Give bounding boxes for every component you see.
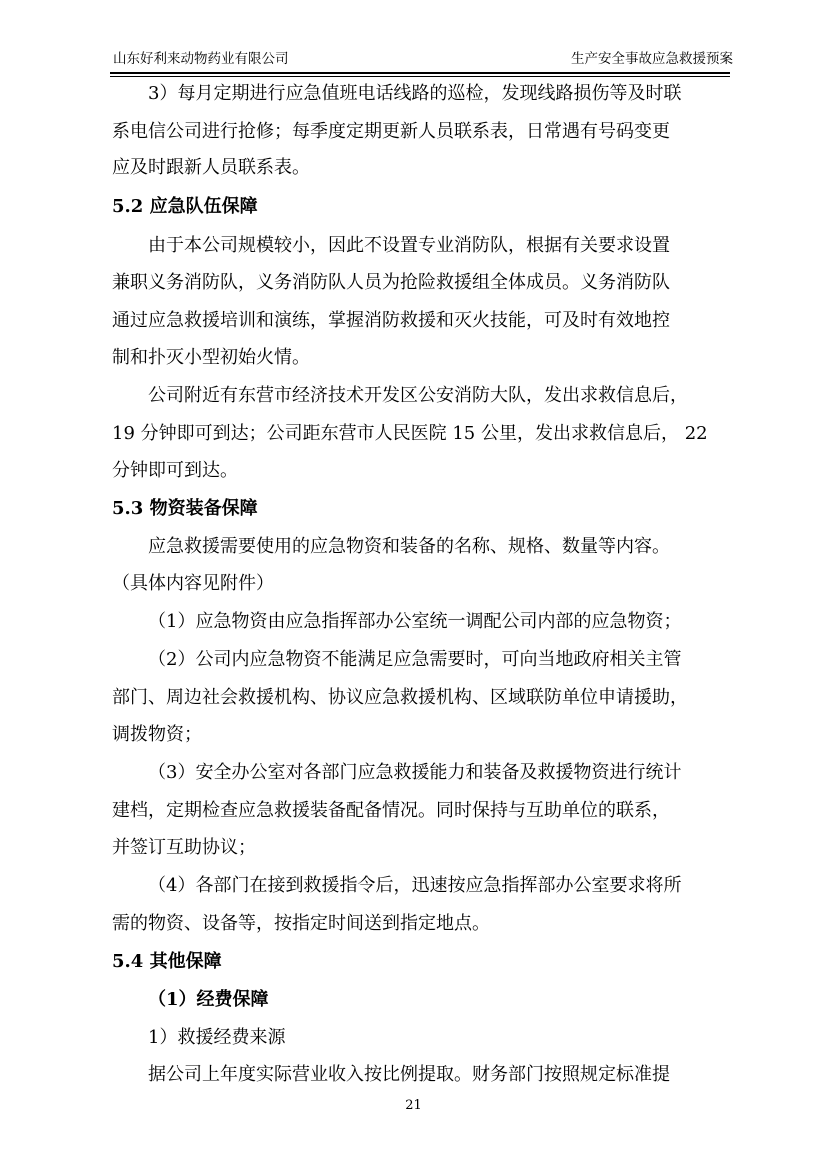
paragraph-line: 系电信公司进行抢修；每季度定期更新人员联系表，日常遇有号码变更 bbox=[112, 121, 670, 142]
header-rule-thin bbox=[110, 76, 730, 77]
paragraph-line: 应及时跟新人员联系表。 bbox=[112, 157, 310, 178]
paragraph-line: 调拨物资； bbox=[112, 724, 202, 745]
paragraph-line: （2）公司内应急物资不能满足应急需要时，可向当地政府相关主管 bbox=[148, 649, 682, 670]
paragraph-line: 部门、周边社会救援机构、协议应急救援机构、区域联防单位申请援助， bbox=[112, 687, 688, 708]
subsection-heading: （1）经费保障 bbox=[148, 989, 269, 1010]
paragraph-line: 兼职义务消防队，义务消防队人员为抢险救援组全体成员。义务消防队 bbox=[112, 272, 670, 293]
paragraph-line: 应急救援需要使用的应急物资和装备的名称、规格、数量等内容。 bbox=[148, 536, 670, 557]
paragraph-line: 1）救援经费来源 bbox=[148, 1027, 286, 1048]
paragraph-line: 据公司上年度实际营业收入按比例提取。财务部门按照规定标准提 bbox=[148, 1064, 670, 1085]
paragraph-line: （4）各部门在接到救援指令后，迅速按应急指挥部办公室要求将所 bbox=[148, 875, 682, 896]
paragraph-line: 19 分钟即可到达；公司距东营市人民医院 15 公里，发出求救信息后， 22 bbox=[112, 423, 708, 444]
paragraph-line: 并签订互助协议； bbox=[112, 837, 256, 858]
section-heading-5-2: 5.2 应急队伍保障 bbox=[112, 196, 258, 217]
paragraph-line: （3）安全办公室对各部门应急救援能力和装备及救援物资进行统计 bbox=[148, 762, 682, 783]
paragraph-line: （具体内容见附件） bbox=[112, 573, 274, 594]
paragraph-line: 需的物资、设备等，按指定时间送到指定地点。 bbox=[112, 913, 490, 934]
section-heading-5-3: 5.3 物资装备保障 bbox=[112, 498, 258, 519]
paragraph-line: 制和扑灭小型初始火情。 bbox=[112, 347, 310, 368]
paragraph-line: 3）每月定期进行应急值班电话线路的巡检，发现线路损伤等及时联 bbox=[148, 83, 682, 104]
page-number: 21 bbox=[405, 1098, 422, 1113]
paragraph-line: 通过应急救援培训和演练，掌握消防救援和灭火技能，可及时有效地控 bbox=[112, 310, 670, 331]
paragraph-line: 由于本公司规模较小，因此不设置专业消防队，根据有关要求设置 bbox=[148, 235, 670, 256]
header-doc-title: 生产安全事故应急救援预案 bbox=[571, 51, 733, 67]
header-rule-thick bbox=[110, 72, 730, 74]
header-company: 山东好利来动物药业有限公司 bbox=[113, 51, 289, 67]
paragraph-line: 分钟即可到达。 bbox=[112, 460, 238, 481]
paragraph-line: 公司附近有东营市经济技术开发区公安消防大队，发出求救信息后， bbox=[148, 385, 688, 406]
paragraph-line: （1）应急物资由应急指挥部办公室统一调配公司内部的应急物资； bbox=[148, 611, 682, 632]
paragraph-line: 建档，定期检查应急救援装备配备情况。同时保持与互助单位的联系， bbox=[112, 800, 670, 821]
section-heading-5-4: 5.4 其他保障 bbox=[112, 951, 222, 972]
